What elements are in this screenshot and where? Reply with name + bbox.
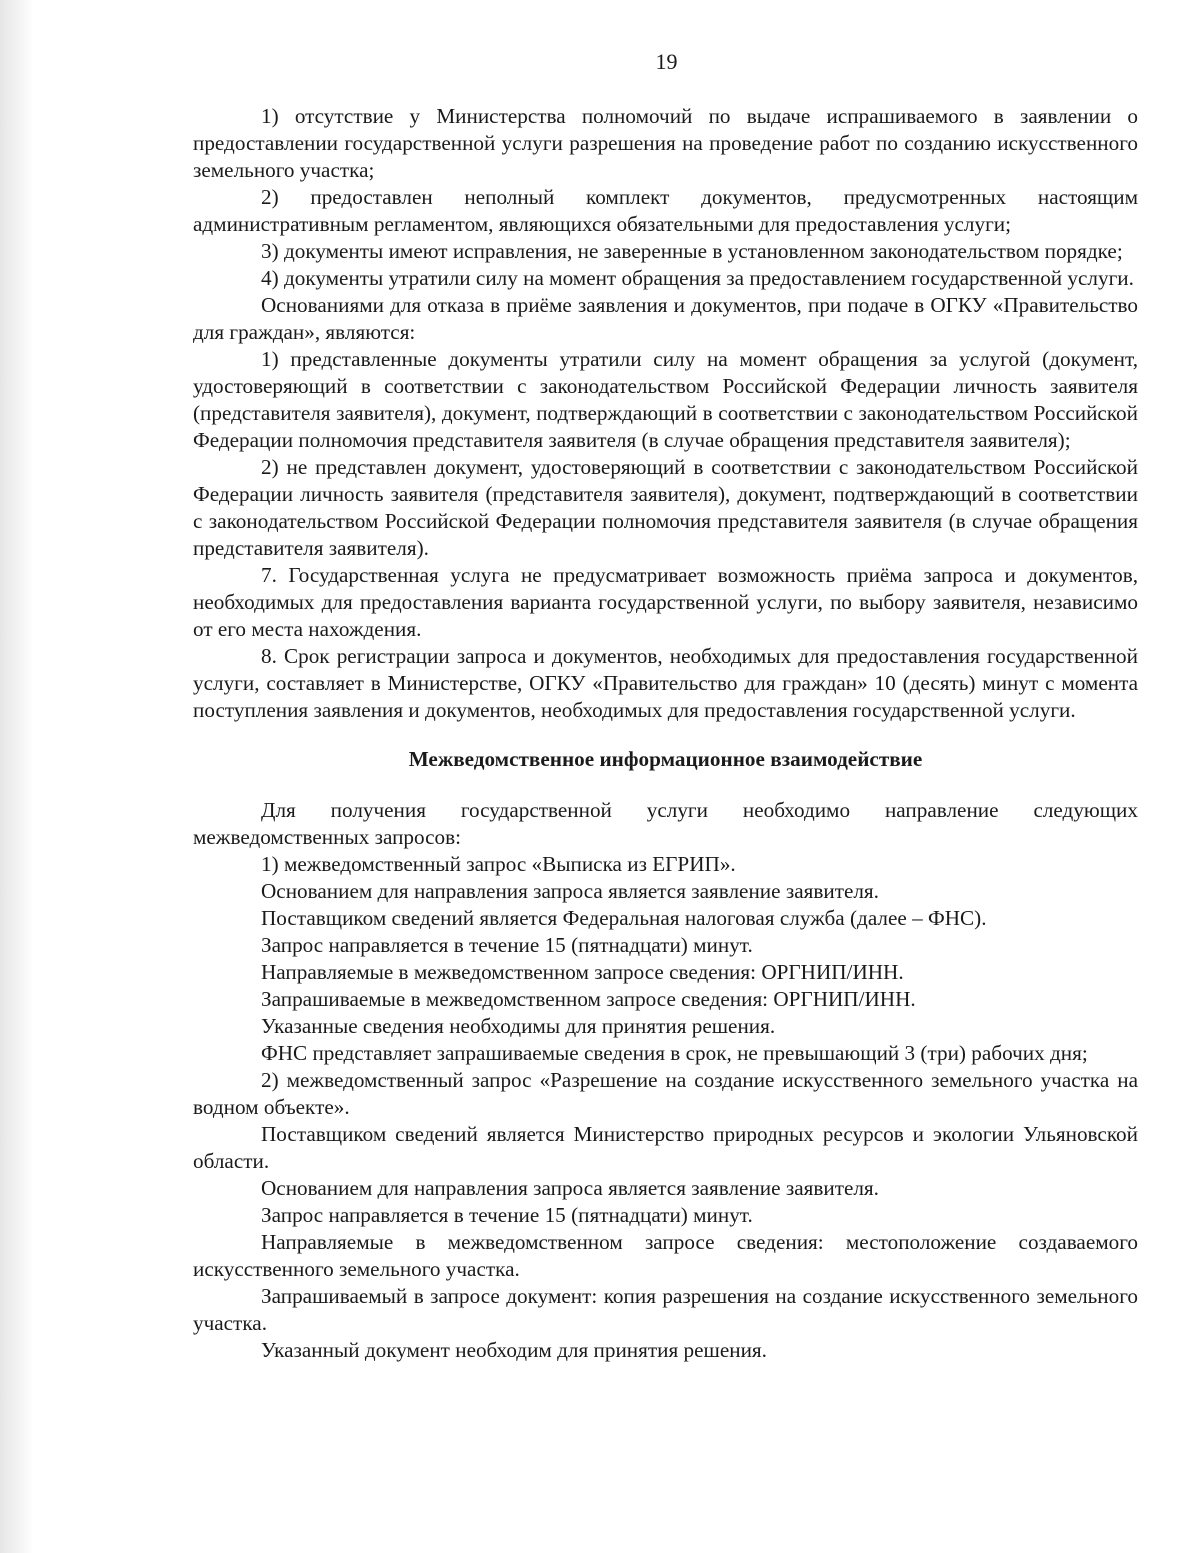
paragraph: 3) документы имеют исправления, не заверенные в установленном законодательством порядке;: [261, 239, 1123, 263]
page-number: 19: [655, 49, 678, 74]
scan-edge-shadow: [0, 0, 34, 1553]
paragraph: 2) межведомственный запрос «Разрешение на создание искусственного земельного участка на водном объекте».: [193, 1068, 1138, 1119]
paragraph: 1) представленные документы утратили силу на момент обращения за услугой (документ, удостоверяющий в соответствии с законодательством Российской Федерации личность заявителя (представителя заявителя), документ, подтверждающий в соответствии с законодательством Российской Федерации полномочия представителя заявителя (в случае обращения представителя заявителя);: [193, 347, 1138, 452]
paragraph: Основанием для направления запроса является заявление заявителя.: [261, 879, 879, 903]
paragraph: Запрос направляется в течение 15 (пятнадцати) минут.: [261, 1203, 753, 1227]
paragraph: 7. Государственная услуга не предусматривает возможность приёма запроса и документов, необходимых для предоставления варианта государственной услуги, по выбору заявителя, независимо от его места нахождения.: [193, 563, 1138, 641]
paragraph: Поставщиком сведений является Федеральная налоговая служба (далее – ФНС).: [261, 906, 987, 930]
paragraph: 2) предоставлен неполный комплект документов, предусмотренных настоящим административным регламентом, являющихся обязательными для предоставления услуги;: [193, 185, 1138, 236]
paragraph: 2) не представлен документ, удостоверяющий в соответствии с законодательством Российской Федерации личность заявителя (представителя заявителя), документ, подтверждающий в соответствии с законодательством Российской Федерации полномочия представителя заявителя (в случае обращения представителя заявителя).: [193, 455, 1138, 560]
paragraph: Основаниями для отказа в приёме заявления и документов, при подаче в ОГКУ «Правительство для граждан», являются:: [193, 293, 1138, 344]
paragraph: Направляемые в межведомственном запросе сведения: ОРГНИП/ИНН.: [261, 960, 904, 984]
section-heading: Межведомственное информационное взаимодействие: [408, 747, 923, 771]
paragraph: Запрашиваемый в запросе документ: копия разрешения на создание искусственного земельного участка.: [193, 1284, 1138, 1335]
paragraph: Указанный документ необходим для принятия решения.: [261, 1338, 767, 1362]
paragraph: ФНС представляет запрашиваемые сведения в срок, не превышающий 3 (три) рабочих дня;: [261, 1041, 1088, 1065]
paragraph: Поставщиком сведений является Министерство природных ресурсов и экологии Ульяновской области.: [193, 1122, 1138, 1173]
document-body: [193, 103, 1138, 1364]
paragraph: Для получения государственной услуги необходимо направление следующих межведомственных запросов:: [193, 798, 1138, 849]
paragraph: Запрашиваемые в межведомственном запросе сведения: ОРГНИП/ИНН.: [261, 987, 916, 1011]
paragraph: Запрос направляется в течение 15 (пятнадцати) минут.: [261, 933, 753, 957]
paragraph: 8. Срок регистрации запроса и документов, необходимых для предоставления государственной услуги, составляет в Министерстве, ОГКУ «Правительство для граждан» 10 (десять) минут с момента поступления заявления и документов, необходимых для предоставления государственной услуги.: [193, 644, 1138, 722]
paragraph: 1) межведомственный запрос «Выписка из ЕГРИП».: [261, 852, 736, 876]
paragraph: 4) документы утратили силу на момент обращения за предоставлением государственной услуги.: [261, 266, 1134, 290]
paragraph: 1) отсутствие у Министерства полномочий по выдаче испрашиваемого в заявлении о предоставлении государственной услуги разрешения на проведение работ по созданию искусственного земельного участка;: [193, 104, 1138, 182]
paragraph: Указанные сведения необходимы для принятия решения.: [261, 1014, 776, 1038]
paragraph: Направляемые в межведомственном запросе сведения: местоположение создаваемого искусственного земельного участка.: [193, 1230, 1138, 1281]
paragraph: Основанием для направления запроса является заявление заявителя.: [261, 1176, 879, 1200]
